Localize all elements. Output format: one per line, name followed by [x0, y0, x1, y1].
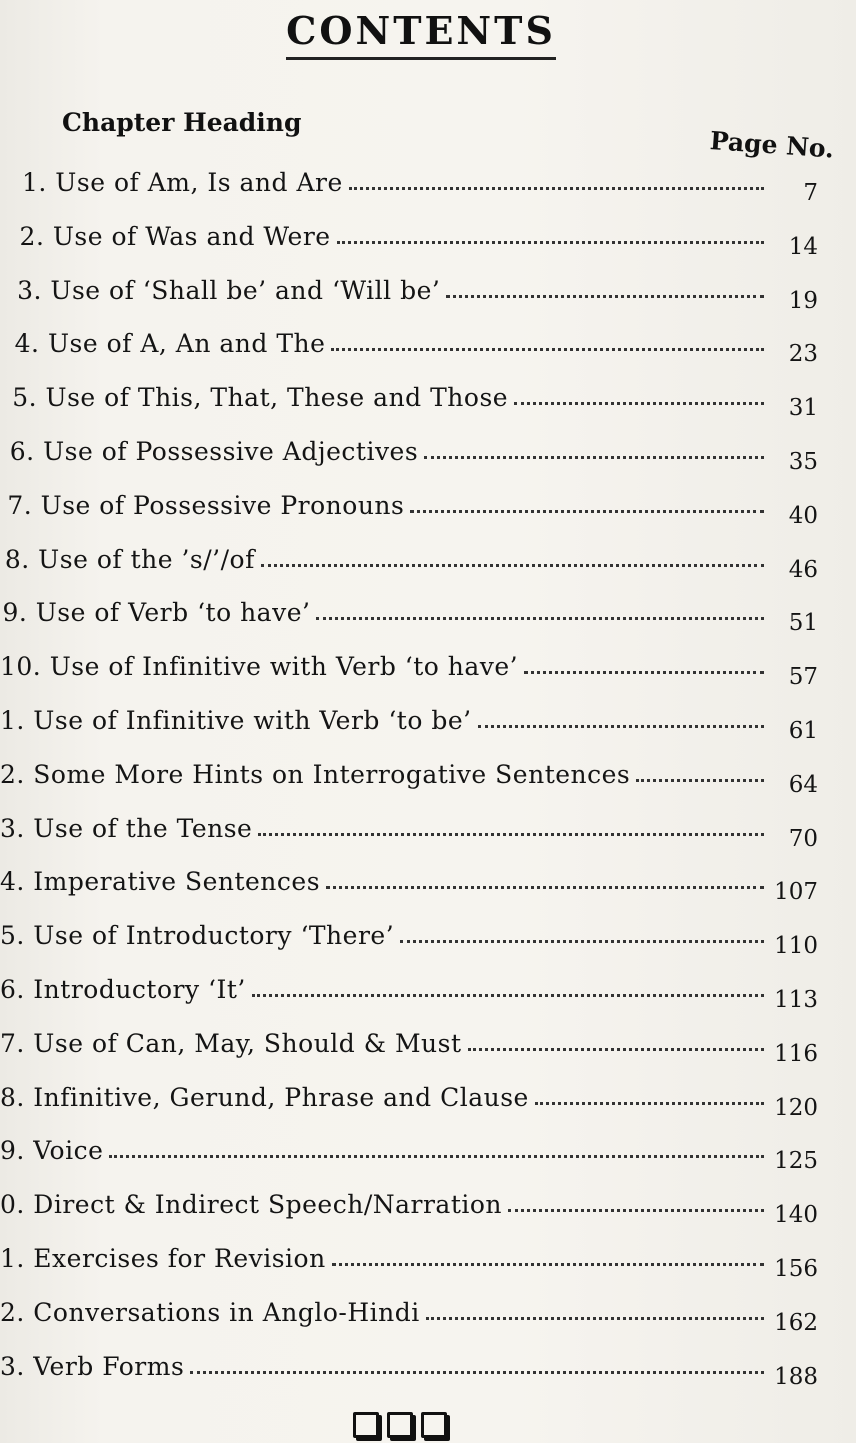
dot-leader — [190, 1367, 764, 1374]
toc-entry-title: 0. Direct & Indirect Speech/Narration — [0, 1190, 503, 1220]
toc-entry-title: 2. Some More Hints on Interrogative Sentences — [0, 759, 631, 789]
toc-entry-page: 64 — [788, 771, 818, 798]
dot-leader — [636, 775, 764, 782]
toc-entry-page: 40 — [788, 502, 818, 529]
toc-entry — [0, 1073, 818, 1121]
toc-entry — [14, 319, 818, 368]
toc-entry-page: 113 — [774, 987, 818, 1013]
dot-leader — [410, 506, 764, 513]
toc-entry — [0, 965, 818, 1013]
toc-entry — [0, 1019, 818, 1067]
dot-leader — [478, 721, 764, 728]
toc-entry — [0, 804, 818, 852]
toc-entry-title: 9. Voice — [0, 1136, 104, 1166]
footer-ornament — [353, 1412, 447, 1438]
toc-entry-title: 3. Use of ‘Shall be’ and ‘Will be’ — [17, 275, 441, 305]
toc-entry-page: 35 — [788, 449, 818, 475]
toc-entry — [9, 427, 818, 475]
toc-entry — [0, 1126, 818, 1175]
toc-entry-page: 23 — [788, 341, 818, 368]
dot-leader — [332, 1259, 764, 1266]
dot-leader — [349, 183, 764, 190]
toc-entry-page: 7 — [803, 180, 818, 206]
toc-entry-title: 3. Use of the Tense — [0, 813, 253, 843]
toc-entry-title: 5. Use of This, That, These and Those — [12, 383, 509, 413]
dot-leader — [258, 829, 764, 836]
toc-entry-title: 8. Use of the ’s/’/of — [4, 544, 255, 574]
toc-entry — [12, 373, 818, 422]
toc-entry-title: 2. Use of Was and Were — [19, 221, 331, 251]
toc-entry — [0, 696, 818, 744]
page-no-label: Page No. — [708, 126, 835, 164]
dot-leader — [424, 452, 764, 459]
square-icon — [421, 1412, 447, 1438]
toc-entry-page: 19 — [788, 287, 818, 314]
square-icon — [387, 1412, 413, 1438]
toc-entry-title: 5. Use of Introductory ‘There’ — [0, 921, 395, 951]
toc-entry-page: 57 — [788, 664, 818, 691]
dot-leader — [468, 1044, 764, 1051]
toc-entry-page: 31 — [788, 395, 818, 422]
toc-entry-page: 61 — [788, 718, 818, 744]
page-title: CONTENTS — [286, 8, 556, 60]
toc-entry-page: 116 — [774, 1040, 818, 1067]
dot-leader — [109, 1151, 764, 1158]
dot-leader — [261, 560, 764, 567]
toc-entry-page: 140 — [774, 1202, 818, 1229]
toc-entry — [0, 1180, 818, 1229]
toc-entry — [0, 857, 818, 906]
dot-leader — [331, 344, 764, 351]
toc-entry-title: 7. Use of Can, May, Should & Must — [0, 1028, 462, 1058]
toc-entry-title: 6. Use of Possessive Adjectives — [9, 437, 419, 466]
toc-entry-title: 1. Use of Infinitive with Verb ‘to be’ — [0, 706, 472, 735]
toc-entry — [19, 212, 818, 260]
toc-entry — [0, 911, 818, 960]
square-icon — [353, 1412, 379, 1438]
toc-entry-title: 8. Infinitive, Gerund, Phrase and Clause — [0, 1082, 529, 1112]
toc-entry — [17, 266, 818, 314]
toc-entry-page: 46 — [788, 556, 818, 583]
dot-leader — [316, 613, 764, 620]
toc-entry — [0, 1288, 818, 1336]
dot-leader — [426, 1313, 764, 1320]
dot-leader — [514, 398, 764, 405]
toc-entry-title: 7. Use of Possessive Pronouns — [7, 490, 405, 520]
toc-entry-page: 70 — [788, 825, 818, 852]
dot-leader — [508, 1205, 764, 1212]
dot-leader — [535, 1098, 764, 1105]
toc-entry-title: 4. Imperative Sentences — [0, 867, 321, 897]
toc-entry-page: 188 — [774, 1363, 818, 1390]
toc-entry-page: 51 — [788, 610, 818, 637]
toc-entry — [7, 481, 818, 529]
dot-leader — [252, 990, 764, 997]
dot-leader — [337, 237, 764, 244]
toc-entry-page: 162 — [774, 1309, 818, 1336]
dot-leader — [446, 291, 764, 298]
chapter-heading-label: Chapter Heading — [62, 108, 302, 137]
toc-entry — [0, 750, 818, 798]
toc-entry-page: 14 — [788, 233, 818, 260]
toc-entry-title: 3. Verb Forms — [0, 1351, 185, 1381]
dot-leader — [400, 936, 764, 943]
toc-entry-page: 156 — [774, 1256, 818, 1282]
toc-entry — [2, 588, 818, 637]
toc-entry — [0, 1342, 818, 1390]
toc-entry-title: 6. Introductory ‘It’ — [0, 975, 246, 1004]
toc-entry-title: 9. Use of Verb ‘to have’ — [2, 598, 311, 628]
toc-entry-title: 1. Exercises for Revision — [0, 1244, 326, 1273]
toc-entry-title: 4. Use of A, An and The — [14, 329, 326, 359]
toc-entry — [22, 158, 818, 206]
toc-entry-page: 110 — [774, 933, 818, 960]
toc-entry — [4, 535, 818, 583]
toc-entry — [0, 1234, 818, 1282]
dot-leader — [524, 667, 764, 674]
toc-entry — [0, 642, 818, 691]
toc-entry-page: 125 — [774, 1148, 818, 1175]
toc-entry-page: 107 — [774, 879, 818, 906]
toc-entry-page: 120 — [774, 1094, 818, 1121]
toc-entry-title: 10. Use of Infinitive with Verb ‘to have’ — [0, 652, 519, 682]
toc-entry-title: 1. Use of Am, Is and Are — [22, 168, 343, 197]
dot-leader — [326, 882, 764, 889]
toc-entry-title: 2. Conversations in Anglo-Hindi — [0, 1297, 420, 1327]
